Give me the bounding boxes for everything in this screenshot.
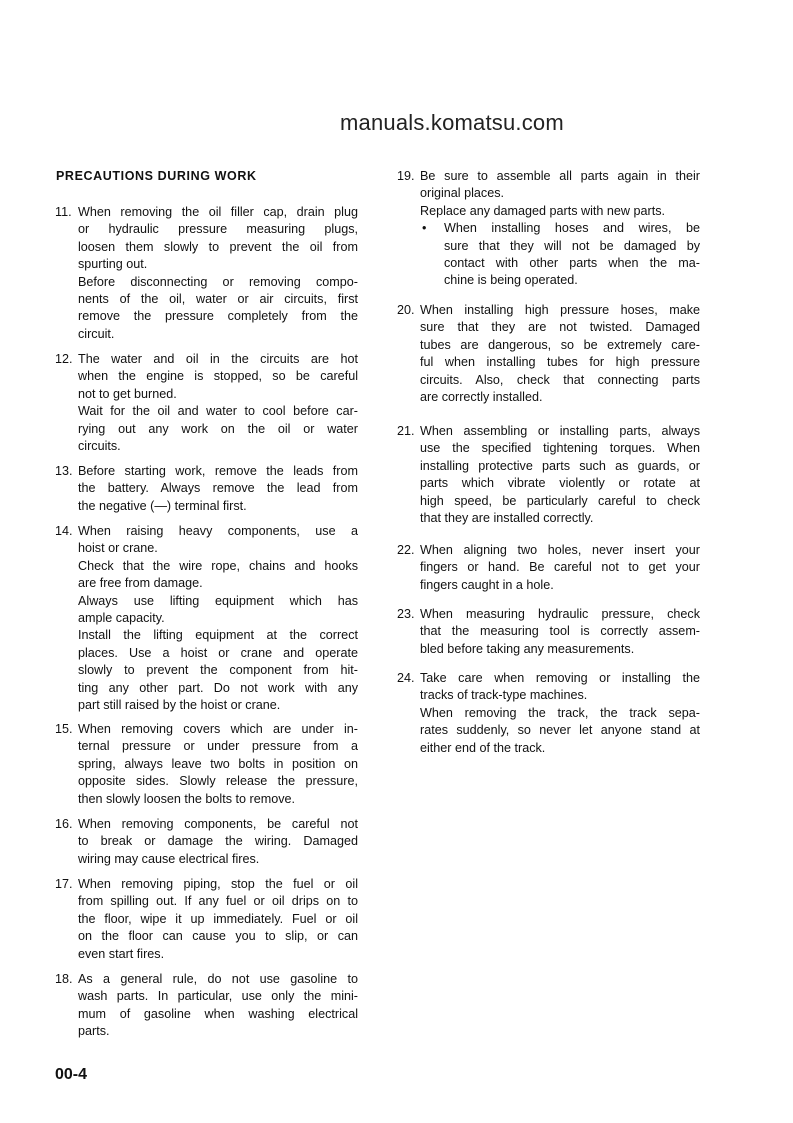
text-line: part still raised by the hoist or crane. — [78, 697, 281, 712]
text-line: parts. — [78, 1024, 110, 1039]
text-line: or hydraulic pressure measuring plugs, — [78, 222, 358, 237]
text-line: Before starting work, remove the leads from — [78, 464, 358, 478]
paragraph — [78, 351, 358, 403]
text-line: high speed, be particularly careful to check — [420, 493, 700, 508]
paragraph — [78, 593, 358, 628]
text-line: When removing the oil filler cap, drain plug — [78, 205, 358, 219]
text-line: when the engine is stopped, so be careful — [78, 369, 358, 384]
text-line: ample capacity. — [78, 610, 165, 625]
text-line: When removing piping, stop the fuel or oil — [78, 877, 358, 891]
item-number: 11. — [55, 205, 72, 219]
text-line: When aligning two holes, never insert your — [420, 543, 700, 557]
text-line: contact with other parts when the ma- — [444, 255, 700, 270]
text-line: remove the pressure completely from the — [78, 309, 358, 324]
text-line: spring, always leave two bolts in position on — [78, 756, 358, 771]
text-line: bled before taking any measurements. — [420, 641, 635, 656]
precaution-item — [55, 971, 358, 1041]
text-line: loosen them slowly to prevent the oil from — [78, 239, 358, 254]
text-line: sure that they are not twisted. Damaged — [420, 320, 700, 335]
text-line: use the specified tightening torques. When — [420, 441, 700, 456]
paragraph — [78, 204, 358, 274]
text-line: from spilling out. If any fuel or oil drips on to — [78, 894, 358, 909]
text-line: chine is being operated. — [444, 273, 578, 288]
watermark: manuals.komatsu.com — [340, 110, 564, 135]
bullet-icon: • — [422, 221, 427, 236]
text-line: not to get burned. — [78, 386, 177, 401]
paragraph — [78, 403, 358, 455]
item-number: 14. — [55, 524, 73, 538]
precaution-item — [397, 302, 700, 406]
text-line: When removing the track, the track sepa- — [420, 705, 700, 720]
paragraph — [78, 523, 358, 558]
text-line: Be sure to assemble all parts again in their — [420, 169, 700, 183]
text-line: fingers or hand. Be careful not to get your — [420, 560, 700, 575]
text-line: When removing covers which are under in- — [78, 722, 358, 736]
precaution-item — [55, 816, 358, 868]
paragraph — [78, 274, 358, 344]
text-line: installing protective parts such as guards, or — [420, 458, 700, 473]
paragraph — [420, 203, 700, 220]
text-line: circuits. — [78, 438, 121, 453]
item-number: 24. — [397, 671, 415, 685]
precaution-item — [55, 463, 358, 515]
text-line: Replace any damaged parts with new parts. — [420, 203, 666, 218]
text-line: then slowly loosen the bolts to remove. — [78, 791, 296, 806]
text-line: that they are installed correctly. — [420, 510, 594, 525]
item-number: 19. — [397, 169, 415, 183]
item-number: 20. — [397, 303, 415, 317]
precaution-item — [397, 423, 700, 527]
text-line: fingers caught in a hole. — [420, 577, 554, 592]
paragraph — [420, 606, 700, 658]
text-line: Always use lifting equipment which has — [78, 593, 358, 608]
item-number: 21. — [397, 424, 415, 438]
item-number: 18. — [55, 972, 73, 986]
text-line: As a general rule, do not use gasoline to — [78, 972, 358, 986]
paragraph — [420, 670, 700, 705]
text-line: mum of gasoline when washing electrical — [78, 1006, 358, 1021]
text-line: tracks of track-type machines. — [420, 688, 588, 703]
text-line: Take care when removing or installing the — [420, 671, 700, 685]
item-number: 16. — [55, 817, 73, 831]
text-line: hoist or crane. — [78, 541, 158, 556]
precaution-item — [55, 523, 358, 714]
item-number: 13. — [55, 464, 73, 478]
item-number: 12. — [55, 352, 73, 366]
precaution-item — [397, 542, 700, 594]
text-line: Before disconnecting or removing compo- — [78, 274, 358, 289]
paragraph — [78, 876, 358, 963]
item-number: 15. — [55, 722, 73, 736]
text-line: ting any other part. Do not work with any — [78, 680, 358, 695]
text-line: circuits. Also, check that connecting parts — [420, 372, 700, 387]
item-number: 22. — [397, 543, 415, 557]
text-line: parts which vibrate violently or rotate at — [420, 476, 700, 491]
text-line: When measuring hydraulic pressure, check — [420, 607, 700, 621]
precaution-item — [55, 351, 358, 455]
text-line: opposite sides. Slowly release the pressure, — [78, 774, 358, 789]
text-line: rying out any work on the oil or water — [78, 421, 358, 436]
paragraph — [420, 705, 700, 757]
text-line: are free from damage. — [78, 576, 203, 591]
paragraph — [78, 627, 358, 714]
paragraph — [78, 721, 358, 808]
text-line: rates suddenly, so never let anyone stand at — [420, 723, 700, 738]
text-line: When assembling or installing parts, always — [420, 424, 700, 438]
text-line: wiring may cause electrical fires. — [78, 851, 260, 866]
text-line: nents of the oil, water or air circuits, first — [78, 291, 358, 306]
text-line: When removing components, be careful not — [78, 817, 358, 831]
text-line: that the measuring tool is correctly assem- — [420, 624, 700, 639]
text-line: When installing high pressure hoses, make — [420, 303, 700, 317]
paragraph — [420, 542, 700, 594]
text-line: The water and oil in the circuits are hot — [78, 352, 358, 366]
text-line: even start fires. — [78, 946, 165, 961]
text-line: either end of the track. — [420, 740, 546, 755]
item-number: 17. — [55, 877, 73, 891]
text-line: spurting out. — [78, 257, 148, 272]
text-line: sure that they will not be damaged by — [444, 238, 700, 253]
text-line: the floor, wipe it up immediately. Fuel or oil — [78, 911, 358, 926]
precaution-item — [55, 876, 358, 963]
item-number: 23. — [397, 607, 415, 621]
text-line: ful when installing tubes for high pressure — [420, 355, 700, 370]
text-line: places. Use a hoist or crane and operate — [78, 645, 358, 660]
paragraph — [420, 220, 700, 290]
text-line: Check that the wire rope, chains and hooks — [78, 558, 358, 573]
text-line: original places. — [420, 186, 505, 201]
text-line: the negative (—) terminal first. — [78, 498, 247, 513]
paragraph — [420, 168, 700, 203]
paragraph — [78, 816, 358, 868]
text-line: wash parts. In particular, use only the mini- — [78, 989, 358, 1004]
precaution-item — [397, 606, 700, 658]
text-line: circuit. — [78, 326, 115, 341]
precaution-item — [397, 168, 700, 290]
paragraph — [78, 971, 358, 1041]
text-line: slowly to prevent the component from hit- — [78, 663, 358, 678]
text-line: the battery. Always remove the lead from — [78, 481, 358, 496]
text-line: ternal pressure or under pressure from a — [78, 739, 358, 754]
paragraph — [420, 423, 700, 527]
text-line: When installing hoses and wires, be — [444, 221, 700, 236]
precaution-item — [55, 721, 358, 808]
paragraph — [78, 463, 358, 515]
page-number: 00-4 — [55, 1066, 88, 1083]
text-line: When raising heavy components, use a — [78, 524, 358, 538]
text-line: tubes are dangerous, so be extremely care- — [420, 337, 700, 352]
precaution-item — [55, 204, 358, 343]
text-line: to break or damage the wiring. Damaged — [78, 834, 358, 849]
text-line: on the floor can cause you to slip, or can — [78, 929, 358, 944]
section-title: PRECAUTIONS DURING WORK — [56, 169, 257, 183]
text-line: Install the lifting equipment at the correct — [78, 628, 358, 643]
text-line: Wait for the oil and water to cool before car- — [78, 404, 358, 419]
paragraph — [420, 302, 700, 406]
paragraph — [78, 558, 358, 593]
text-line: are correctly installed. — [420, 389, 543, 404]
precaution-item — [397, 670, 700, 757]
